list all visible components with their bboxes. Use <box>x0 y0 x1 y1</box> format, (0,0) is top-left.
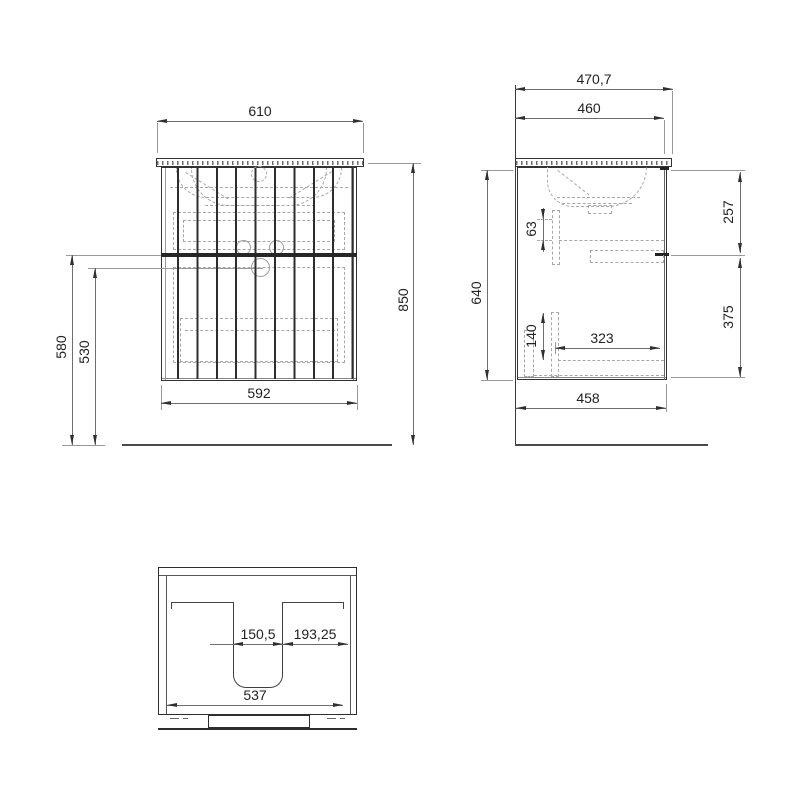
arrowhead <box>333 703 343 707</box>
arrowhead <box>738 243 742 253</box>
extension-line <box>666 384 667 412</box>
arrowhead <box>70 255 74 265</box>
side-front-inner-edge <box>664 167 665 380</box>
lower-drawer-line-dashed <box>534 375 664 376</box>
arrowhead <box>738 367 742 377</box>
dim-label-plan-inner-width: 537 <box>243 687 267 703</box>
extension-line <box>671 377 745 378</box>
leader-line-580 <box>66 255 161 256</box>
dimension-line-580 <box>72 255 73 445</box>
arrowhead <box>541 209 545 219</box>
dim-label-front-height-drawer: 530 <box>76 340 92 364</box>
dimension-line-610 <box>157 121 363 122</box>
plan-side-inner-line <box>350 576 351 714</box>
floor-line <box>122 444 392 446</box>
arrowhead <box>541 313 545 323</box>
upper-drawer-line-dashed <box>559 240 664 241</box>
dim-label-front-height-divider: 580 <box>53 335 69 359</box>
dim-label-plan-cutout-width: 150,5 <box>240 626 276 642</box>
arrowhead <box>654 116 664 120</box>
dim-label-front-width-top: 610 <box>248 103 272 119</box>
arrowhead <box>738 258 742 268</box>
dimension-line-4707 <box>515 89 673 90</box>
arrowhead <box>515 87 525 91</box>
plan-base-line <box>158 728 357 730</box>
arrowhead <box>283 642 293 646</box>
arrowhead <box>663 87 673 91</box>
extension-line <box>357 385 358 410</box>
dimension-line-592 <box>161 403 357 404</box>
dimension-line-323 <box>555 348 660 349</box>
arrowhead <box>515 116 525 120</box>
dim-label-plan-cutout-to-side: 193,25 <box>293 626 337 642</box>
side-countertop <box>515 158 672 167</box>
arrowhead <box>485 370 489 380</box>
arrowhead <box>93 268 97 278</box>
extension-line <box>363 123 364 153</box>
arrowhead <box>273 642 283 646</box>
dimension-line-375 <box>740 258 741 377</box>
plan-back-inner-line <box>159 575 356 576</box>
arrowhead <box>541 240 545 250</box>
side-basin-line-dashed <box>562 203 632 204</box>
arrowhead <box>167 703 177 707</box>
arrowhead <box>70 435 74 445</box>
plan-hinge-dash <box>170 718 179 719</box>
arrowhead <box>650 346 660 350</box>
measure-tick-dashed <box>537 219 552 220</box>
plan-hinge-dash <box>327 718 336 719</box>
floor-line <box>515 444 708 446</box>
dim-label-side-depth-cabinet: 460 <box>577 100 601 116</box>
dim-label-side-basin-clearance: 63 <box>523 221 539 237</box>
front-drawer-divider <box>161 253 357 257</box>
plan-hinge-dash <box>183 718 188 719</box>
upper-drawer-back-dashed <box>552 210 560 265</box>
dimension-line-537 <box>167 705 343 706</box>
arrowhead <box>516 406 526 410</box>
extension-line <box>157 123 158 153</box>
dimension-line-458 <box>516 408 666 409</box>
arrowhead <box>656 406 666 410</box>
plan-hinge-dash <box>340 718 345 719</box>
floor-extension <box>62 445 105 446</box>
side-top-tick <box>660 167 669 170</box>
dimension-line-460 <box>515 118 664 119</box>
arrowhead <box>157 119 167 123</box>
extension-line <box>161 385 162 410</box>
arrowhead <box>161 401 171 405</box>
arrowhead <box>353 119 363 123</box>
dim-label-side-lower-section: 375 <box>720 305 736 329</box>
extension-line <box>481 380 513 381</box>
arrowhead <box>411 435 415 445</box>
front-fluted-slats <box>163 168 355 379</box>
extension-line <box>664 120 665 154</box>
upper-runner-dashed <box>590 250 664 263</box>
dim-label-side-drawer-inner-depth: 323 <box>590 330 614 346</box>
plan-front-tab <box>208 715 310 728</box>
arrowhead <box>233 642 243 646</box>
dimension-line-640 <box>487 170 488 380</box>
dim-label-front-height-total: 850 <box>395 288 411 312</box>
arrowhead <box>541 350 545 360</box>
plan-shelf-tick <box>171 602 172 609</box>
dim-label-side-drawer-inner-height: 140 <box>523 324 539 348</box>
dim-label-front-width-bottom: 592 <box>247 385 271 401</box>
arrowhead <box>485 170 489 180</box>
arrowhead <box>93 435 97 445</box>
side-bottom-inner <box>518 377 666 378</box>
plan-side-inner-line <box>166 576 167 714</box>
lower-drawer-line-dashed <box>558 360 664 361</box>
dimension-line-850 <box>413 163 414 445</box>
dim-label-side-depth-bottom: 458 <box>576 390 600 406</box>
dim-label-side-body-height: 640 <box>468 281 484 305</box>
arrowhead <box>347 401 357 405</box>
arrowhead <box>411 163 415 173</box>
extension-line <box>672 91 673 154</box>
arrowhead <box>738 172 742 182</box>
dimension-line-257 <box>740 172 741 253</box>
dim-label-side-upper-section: 257 <box>720 200 736 224</box>
wall-line <box>515 85 516 445</box>
plan-shelf-tick <box>343 602 344 609</box>
arrowhead <box>555 346 565 350</box>
side-drain-dashed <box>588 205 612 214</box>
side-basin-line-dashed <box>557 197 640 198</box>
arrowhead <box>338 642 348 646</box>
dim-label-side-depth-total: 470,7 <box>576 71 612 87</box>
dimension-line-530 <box>95 268 96 445</box>
